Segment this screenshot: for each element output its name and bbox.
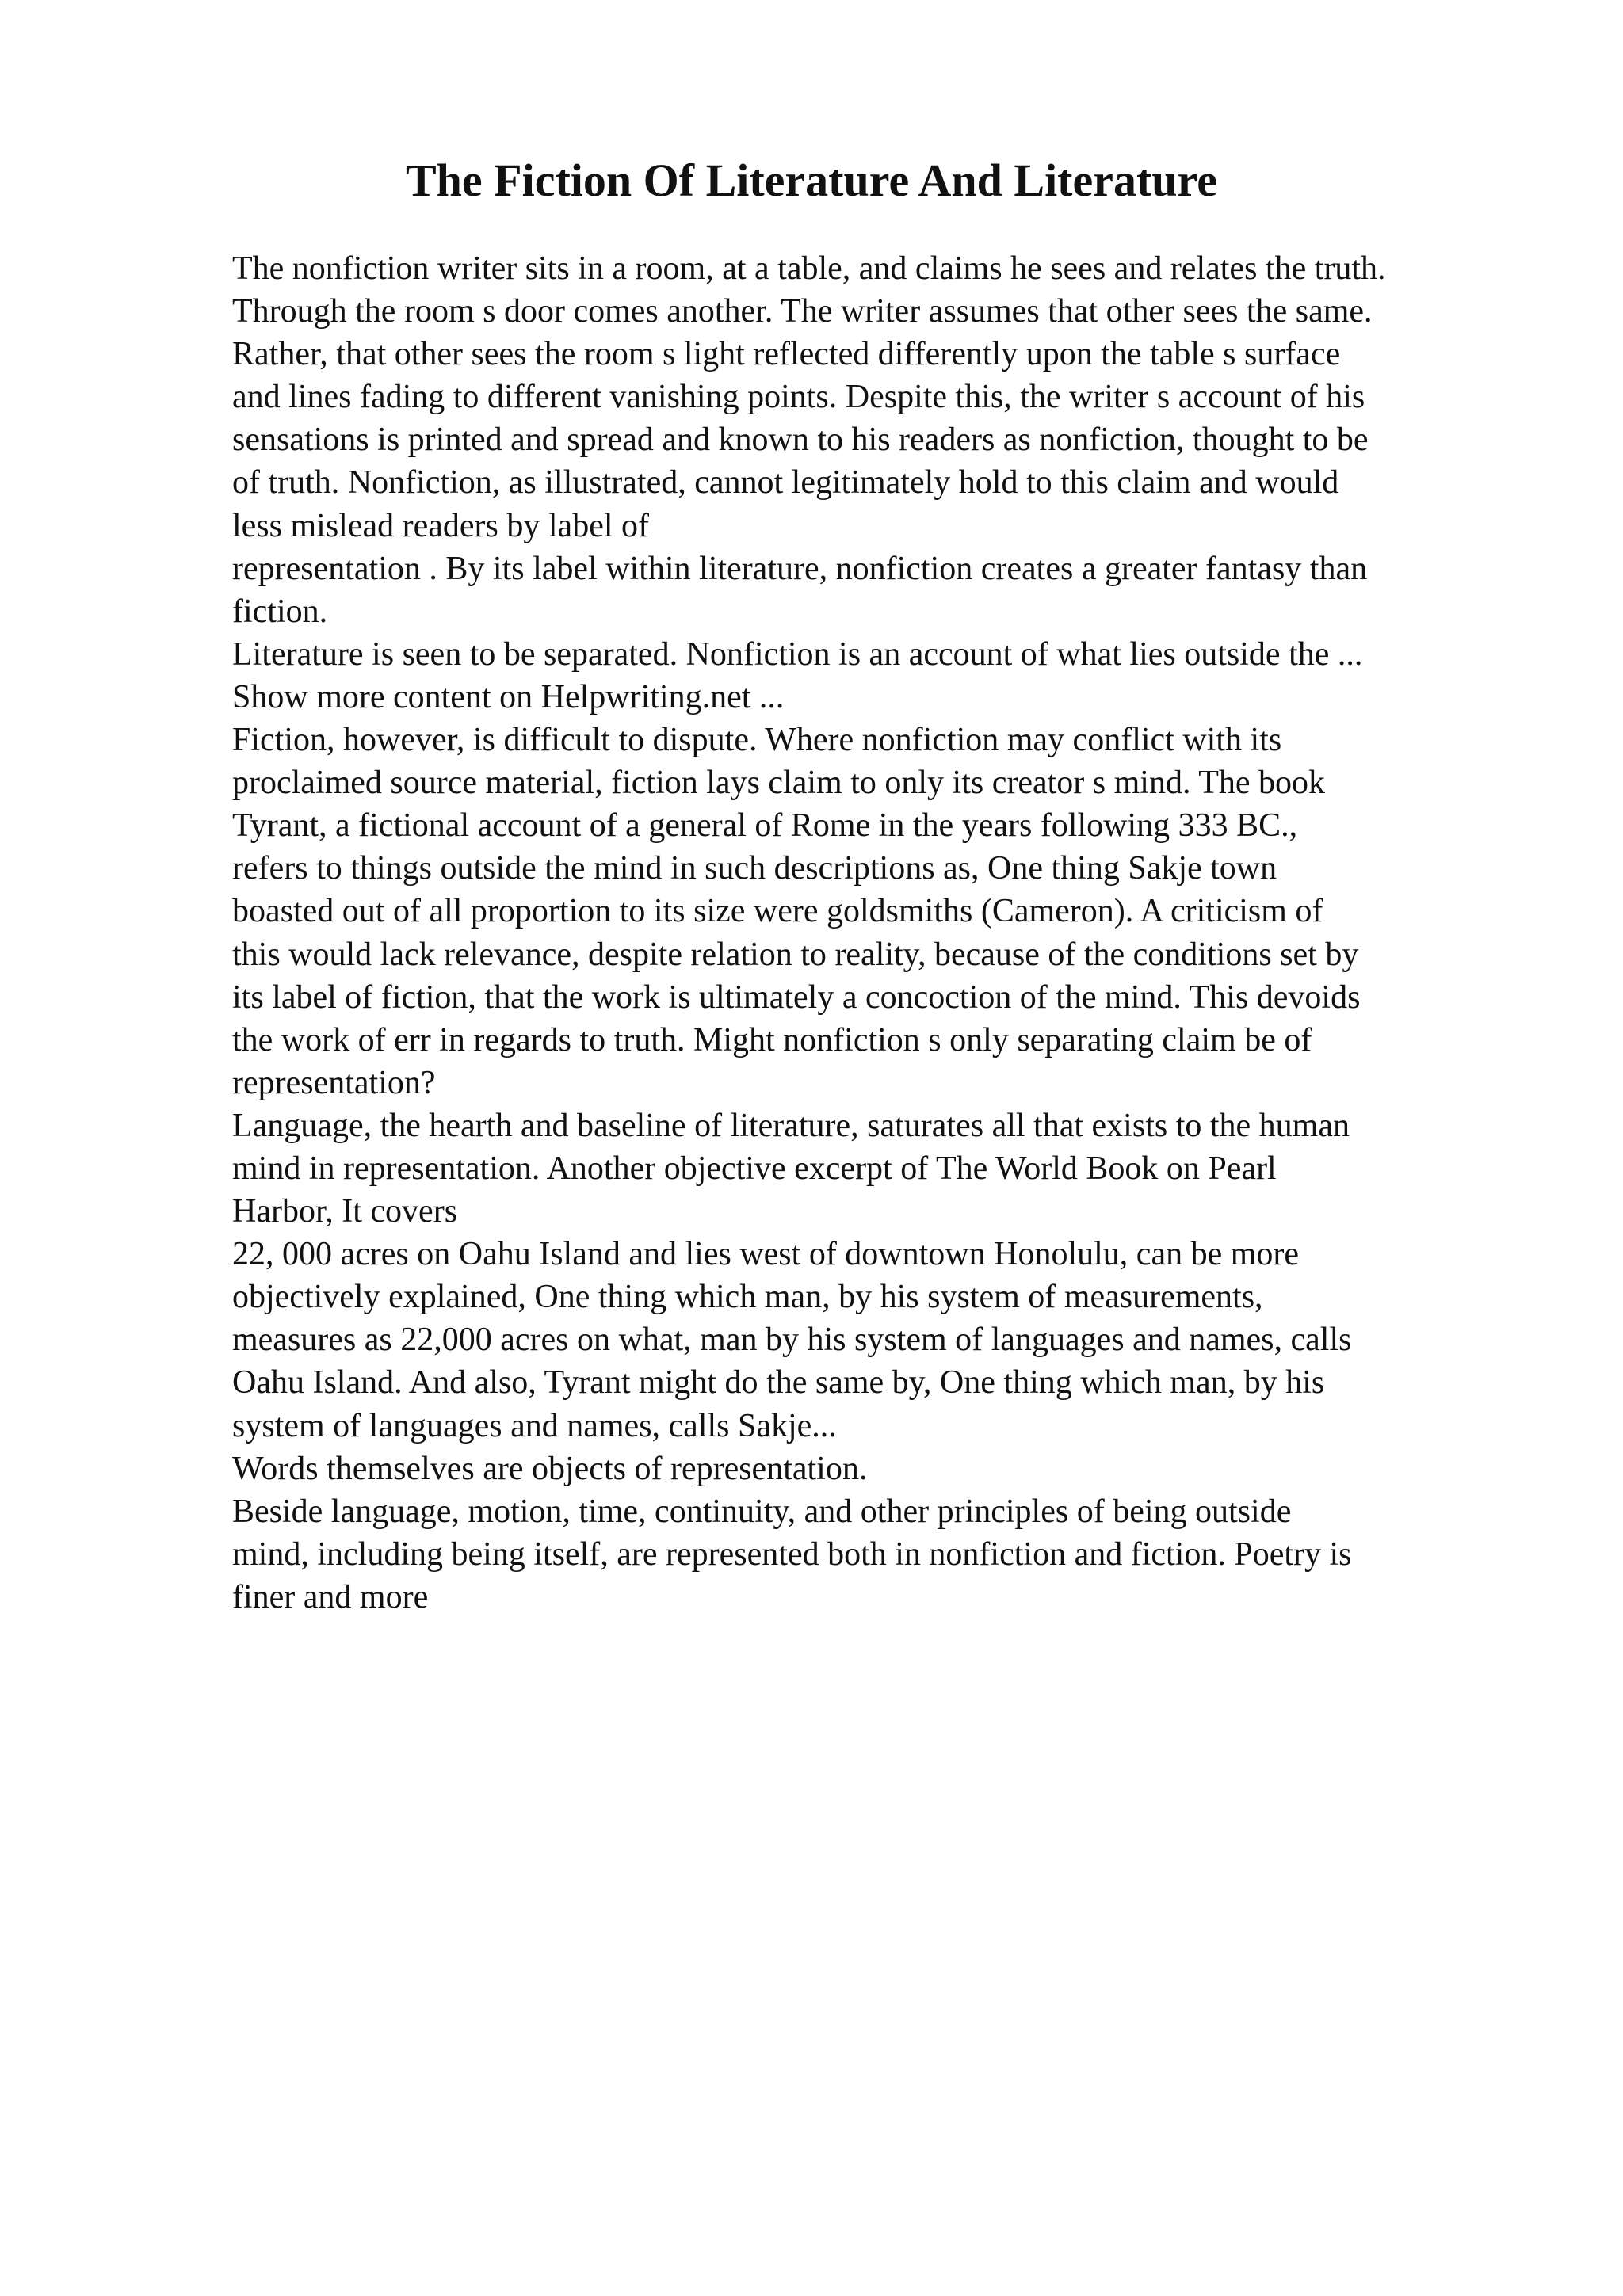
text-line: Beside language, motion, time, continuity, and other principles of being outside <box>232 1493 1292 1530</box>
text-line: measures as 22,000 acres on what, man by his system of languages and names, calls <box>232 1322 1352 1359</box>
text-line: proclaimed source material, fiction lays claim to only its creator s mind. The book <box>232 765 1326 802</box>
text-line: representation . By its label within literature, nonfiction creates a greater fantasy than <box>232 550 1368 587</box>
text-line: 22, 000 acres on Oahu Island and lies west of downtown Honolulu, can be more <box>232 1236 1300 1273</box>
text-line: Literature is seen to be separated. Nonfiction is an account of what lies outside the ... <box>232 635 1363 673</box>
document-title: The Fiction Of Literature And Literature <box>405 154 1217 206</box>
text-line: its label of fiction, that the work is ultimately a concoction of the mind. This devoids <box>232 978 1361 1016</box>
text-line: mind in representation. Another objective excerpt of The World Book on Pearl <box>232 1150 1277 1187</box>
text-line: The nonfiction writer sits in a room, at a table, and claims he sees and relates the truth. <box>232 250 1386 287</box>
show-more-link[interactable]: Show more content on Helpwriting.net ... <box>232 678 785 715</box>
text-line: fiction. <box>232 593 328 630</box>
text-line: refers to things outside the mind in such descriptions as, One thing Sakje town <box>232 850 1277 887</box>
text-line: of truth. Nonfiction, as illustrated, cannot legitimately hold to this claim and would <box>232 464 1339 502</box>
text-line: Tyrant, a fictional account of a general of Rome in the years following 333 BC., <box>232 807 1298 845</box>
text-line: Fiction, however, is difficult to dispute. Where nonfiction may conflict with its <box>232 722 1282 759</box>
document-body <box>232 247 1595 1619</box>
text-line: less mislead readers by label of <box>232 507 649 544</box>
text-line: sensations is printed and spread and known to his readers as nonfiction, thought to be <box>232 421 1369 459</box>
text-line: finer and more <box>232 1578 429 1615</box>
text-line: Through the room s door comes another. The writer assumes that other sees the same. <box>232 293 1373 330</box>
text-line: Language, the hearth and baseline of literature, saturates all that exists to the human <box>232 1107 1350 1144</box>
text-line: representation? <box>232 1064 436 1101</box>
text-line: the work of err in regards to truth. Might nonfiction s only separating claim be of <box>232 1021 1312 1058</box>
text-line: Rather, that other sees the room s light reflected differently upon the table s surface <box>232 336 1341 373</box>
text-line: system of languages and names, calls Sakje... <box>232 1407 837 1444</box>
text-line: this would lack relevance, despite relation to reality, because of the conditions set by <box>232 936 1359 973</box>
text-line: Harbor, It covers <box>232 1193 458 1230</box>
text-line: boasted out of all proportion to its size were goldsmiths (Cameron). A criticism of <box>232 893 1323 930</box>
text-line: and lines fading to different vanishing points. Despite this, the writer s account of his <box>232 379 1365 416</box>
text-line: Words themselves are objects of representation. <box>232 1450 868 1487</box>
text-line: Oahu Island. And also, Tyrant might do the same by, One thing which man, by his <box>232 1364 1325 1402</box>
text-line: mind, including being itself, are represented both in nonfiction and fiction. Poetry is <box>232 1535 1352 1573</box>
text-line: objectively explained, One thing which man, by his system of measurements, <box>232 1279 1263 1316</box>
